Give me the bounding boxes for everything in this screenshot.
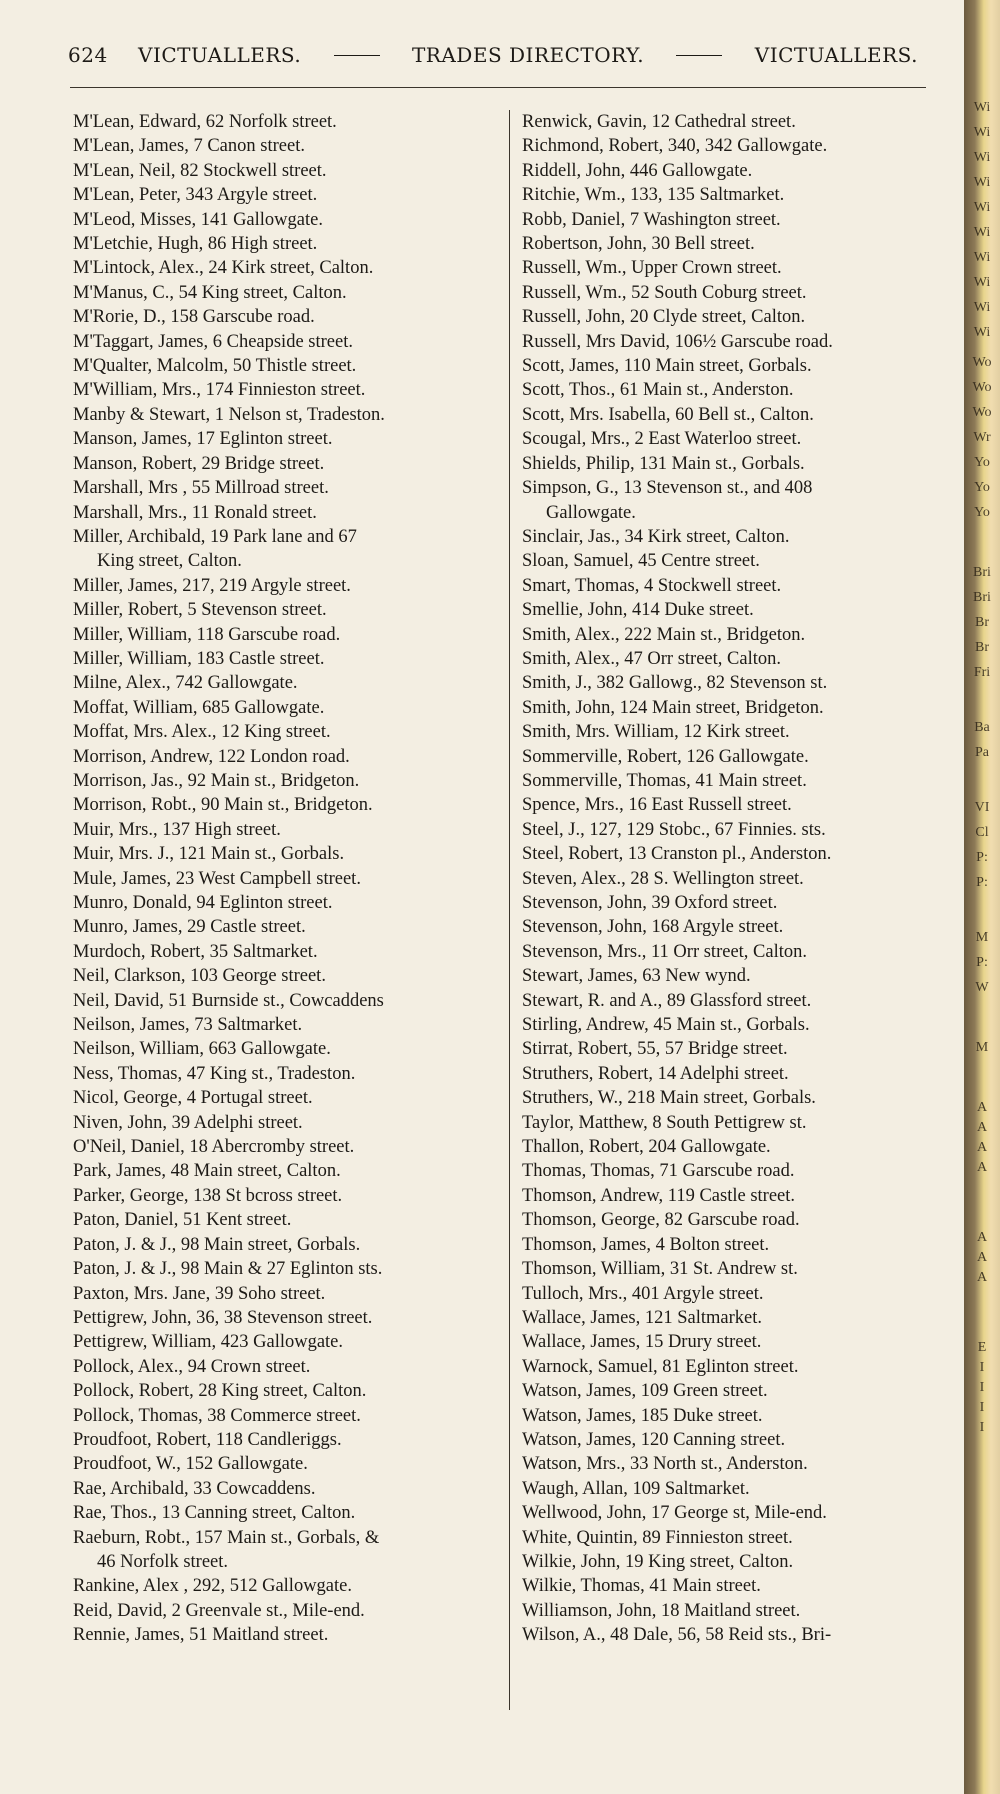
spine-fragment: W [975, 980, 989, 995]
directory-entry: Paton, J. & J., 98 Main & 27 Eglinton sts. [73, 1259, 383, 1280]
spine-fragment: Cl [975, 825, 989, 840]
spine-fragment: I [979, 1400, 985, 1415]
header-dash-right [676, 55, 722, 56]
directory-entry: Paxton, Mrs. Jane, 39 Soho street. [73, 1283, 326, 1304]
spine-fragment: P: [976, 955, 988, 970]
directory-entry: M'Letchie, Hugh, 86 High street. [73, 234, 318, 255]
directory-entry: Scott, James, 110 Main street, Gorbals. [522, 356, 812, 377]
spine-fragment: Wo [972, 405, 992, 420]
spine-fragment: Wi [973, 325, 991, 340]
spine-fragment: A [976, 1270, 988, 1285]
spine-fragment: A [976, 1160, 988, 1175]
directory-entry: White, Quintin, 89 Finnieston street. [522, 1527, 793, 1548]
spine-fragment: M [975, 1040, 989, 1055]
directory-entry: Reid, David, 2 Greenvale st., Mile-end. [73, 1600, 365, 1621]
directory-entry: Pollock, Thomas, 38 Commerce street. [73, 1405, 361, 1426]
directory-entry: Raeburn, Robt., 157 Main st., Gorbals, & [73, 1527, 380, 1548]
directory-entry: Proudfoot, W., 152 Gallowgate. [73, 1454, 308, 1475]
header-dash-left [334, 55, 380, 56]
spine-fragment: VI [974, 800, 990, 815]
directory-entry: Mule, James, 23 West Campbell street. [73, 868, 361, 889]
directory-entry: Pettigrew, William, 423 Gallowgate. [73, 1332, 344, 1353]
spine-fragment: A [976, 1120, 988, 1135]
spine-fragment: Wi [973, 300, 991, 315]
left-column [73, 110, 503, 1648]
directory-entry: Rennie, James, 51 Maitland street. [73, 1625, 329, 1646]
spine-fragment: Wo [972, 380, 992, 395]
spine-fragment: Ba [974, 720, 990, 735]
directory-entry: Pollock, Alex., 94 Crown street. [73, 1356, 311, 1377]
spine-fragment: A [976, 1250, 988, 1265]
directory-entry: Watson, James, 185 Duke street. [522, 1405, 763, 1426]
directory-entry: Munro, James, 29 Castle street. [73, 917, 306, 938]
directory-entry: Warnock, Samuel, 81 Eglinton street. [522, 1356, 799, 1377]
directory-entry: Wilkie, John, 19 King street, Calton. [522, 1551, 794, 1572]
directory-entry: Stevenson, John, 39 Oxford street. [522, 893, 778, 913]
directory-entry: Nicol, George, 4 Portugal street. [73, 1088, 313, 1109]
directory-entry: M'Leod, Misses, 141 Gallowgate. [73, 209, 323, 230]
directory-entry: Smart, Thomas, 4 Stockwell street. [522, 575, 782, 596]
directory-entry: Sinclair, Jas., 34 Kirk street, Calton. [522, 526, 790, 547]
directory-entry: Miller, William, 183 Castle street. [73, 648, 325, 669]
spine-fragment: Yo [974, 480, 990, 495]
spine-fragment: Bri [973, 590, 991, 605]
directory-entry: Smith, Alex., 222 Main st., Bridgeton. [522, 624, 806, 645]
spine-fragment: E [977, 1340, 987, 1355]
directory-entry: Milne, Alex., 742 Gallowgate. [73, 673, 298, 694]
spine-fragment: Wo [972, 355, 992, 370]
directory-entry: Rankine, Alex , 292, 512 Gallowgate. [73, 1576, 352, 1597]
directory-entry: Manby & Stewart, 1 Nelson st, Tradeston. [73, 404, 385, 425]
directory-entry: Moffat, William, 685 Gallowgate. [73, 697, 325, 718]
directory-entry: M'Lintock, Alex., 24 Kirk street, Calton. [73, 258, 374, 279]
directory-entry: Niven, John, 39 Adelphi street. [73, 1112, 303, 1133]
spine-fragment: Wi [973, 175, 991, 190]
spine-fragment: M [975, 930, 989, 945]
directory-entry: Miller, Archibald, 19 Park lane and 67 [73, 526, 357, 547]
directory-entry: Smith, J., 382 Gallowg., 82 Stevenson st. [522, 673, 828, 694]
directory-entry: Williamson, John, 18 Maitland street. [522, 1600, 801, 1621]
header-center-title: TRADES DIRECTORY. [411, 43, 645, 67]
directory-entry: Russell, Wm., Upper Crown street. [522, 258, 782, 279]
directory-entry: M'Lean, Peter, 343 Argyle street. [73, 185, 318, 206]
directory-entry: Munro, Donald, 94 Eglinton street. [73, 893, 333, 913]
directory-entry: Wilkie, Thomas, 41 Main street. [522, 1576, 761, 1597]
directory-entry: Miller, Robert, 5 Stevenson street. [73, 600, 327, 621]
directory-entry: Paton, J. & J., 98 Main street, Gorbals. [73, 1234, 361, 1255]
directory-entry: Sommerville, Robert, 126 Gallowgate. [522, 746, 809, 767]
directory-entry: 46 Norfolk street. [97, 1551, 229, 1572]
directory-entry: Stewart, James, 63 New wynd. [522, 966, 751, 987]
directory-entry: M'Lean, James, 7 Canon street. [73, 136, 305, 157]
directory-entry: Tulloch, Mrs., 401 Argyle street. [522, 1283, 764, 1304]
directory-entry: Stirrat, Robert, 55, 57 Bridge street. [522, 1039, 788, 1060]
directory-entry: Rae, Thos., 13 Canning street, Calton. [73, 1503, 356, 1524]
page-header [68, 40, 918, 70]
directory-entry: Proudfoot, Robert, 118 Candleriggs. [73, 1429, 342, 1450]
directory-entry: Rae, Archibald, 33 Cowcaddens. [73, 1478, 316, 1499]
directory-entry: Thomson, James, 4 Bolton street. [522, 1234, 770, 1255]
spine-fragment: A [976, 1140, 988, 1155]
spine-fragment: Fri [973, 665, 991, 680]
directory-entry: Watson, James, 109 Green street. [522, 1381, 768, 1402]
spine-fragment: Wr [973, 430, 991, 445]
directory-entry: Stirling, Andrew, 45 Main st., Gorbals. [522, 1015, 810, 1036]
directory-entry: Wilson, A., 48 Dale, 56, 58 Reid sts., Bri- [522, 1625, 832, 1646]
directory-entry: Smith, Mrs. William, 12 Kirk street. [522, 722, 790, 743]
directory-entry: M'William, Mrs., 174 Finnieston street. [73, 380, 366, 401]
directory-entry: Shields, Philip, 131 Main st., Gorbals. [522, 453, 805, 474]
spine-fragment: Pa [975, 745, 989, 760]
spine-fragment: P: [976, 875, 988, 890]
directory-entry: Morrison, Robt., 90 Main st., Bridgeton. [73, 795, 373, 816]
directory-entry: Muir, Mrs. J., 121 Main st., Gorbals. [73, 844, 345, 865]
right-column [522, 110, 942, 1648]
directory-entry: M'Lean, Neil, 82 Stockwell street. [73, 160, 327, 181]
directory-entry: Simpson, G., 13 Stevenson st., and 408 [522, 478, 813, 499]
directory-entry: Ritchie, Wm., 133, 135 Saltmarket. [522, 185, 785, 206]
spine-fragment: I [979, 1380, 985, 1395]
directory-entry: Neil, Clarkson, 103 George street. [73, 966, 326, 987]
directory-entry: Robertson, John, 30 Bell street. [522, 234, 755, 255]
directory-entry: Gallowgate. [546, 502, 636, 523]
directory-entry: Robb, Daniel, 7 Washington street. [522, 209, 781, 230]
directory-entry: Pollock, Robert, 28 King street, Calton. [73, 1381, 367, 1402]
directory-entry: Neilson, William, 663 Gallowgate. [73, 1039, 331, 1060]
directory-entry: Taylor, Matthew, 8 South Pettigrew st. [522, 1112, 807, 1133]
spine-fragment: Wi [973, 250, 991, 265]
directory-entry: Richmond, Robert, 340, 342 Gallowgate. [522, 136, 828, 157]
directory-entry: Thomson, Andrew, 119 Castle street. [522, 1185, 796, 1206]
spine-fragment: Bri [973, 565, 991, 580]
spine-fragment: A [976, 1230, 988, 1245]
spine-fragment: Wi [973, 100, 991, 115]
spine-fragment: P: [976, 850, 988, 865]
spine-fragment: Wi [973, 200, 991, 215]
spine-fragment: Wi [973, 125, 991, 140]
directory-entry: Watson, Mrs., 33 North st., Anderston. [522, 1454, 808, 1475]
directory-entry: M'Rorie, D., 158 Garscube road. [73, 307, 315, 328]
directory-entry: Steel, Robert, 13 Cranston pl., Anderston. [522, 844, 832, 865]
spine-fragment: Wi [973, 275, 991, 290]
spine-fragment: Yo [974, 505, 990, 520]
header-left-title: VICTUALLERS. [138, 43, 302, 67]
directory-entry: M'Taggart, James, 6 Cheapside street. [73, 331, 353, 352]
page-number: 624 [68, 43, 108, 67]
spine-fragment: I [979, 1360, 985, 1375]
directory-entry: Stevenson, John, 168 Argyle street. [522, 917, 784, 938]
header-right-title: VICTUALLERS. [754, 43, 918, 67]
directory-entry: O'Neil, Daniel, 18 Abercromby street. [73, 1137, 355, 1158]
directory-entry: Pettigrew, John, 36, 38 Stevenson street. [73, 1307, 373, 1328]
column-divider [509, 110, 510, 1710]
directory-entry: Steven, Alex., 28 S. Wellington street. [522, 868, 804, 889]
directory-entry: Waugh, Allan, 109 Saltmarket. [522, 1478, 750, 1499]
directory-entry: Scott, Mrs. Isabella, 60 Bell st., Calton. [522, 404, 814, 425]
directory-entry: Wallace, James, 15 Drury street. [522, 1332, 762, 1353]
directory-entry: Wallace, James, 121 Saltmarket. [522, 1307, 762, 1328]
directory-entry: Struthers, W., 218 Main street, Gorbals. [522, 1088, 816, 1109]
directory-entry: Murdoch, Robert, 35 Saltmarket. [73, 941, 318, 962]
directory-entry: Spence, Mrs., 16 East Russell street. [522, 795, 792, 816]
directory-entry: M'Lean, Edward, 62 Norfolk street. [73, 112, 337, 132]
directory-entry: Smellie, John, 414 Duke street. [522, 600, 754, 621]
directory-entry: King street, Calton. [97, 551, 242, 572]
directory-entry: Neilson, James, 73 Saltmarket. [73, 1015, 303, 1036]
directory-entry: Park, James, 48 Main street, Calton. [73, 1161, 341, 1182]
directory-entry: Neil, David, 51 Burnside st., Cowcaddens [73, 990, 384, 1011]
directory-entry: Russell, John, 20 Clyde street, Calton. [522, 307, 806, 328]
directory-entry: Stewart, R. and A., 89 Glassford street. [522, 990, 812, 1011]
spine-fragment: I [979, 1420, 985, 1435]
spine-fragment: Br [975, 640, 989, 655]
directory-entry: Muir, Mrs., 137 High street. [73, 819, 281, 840]
directory-entry: M'Qualter, Malcolm, 50 Thistle street. [73, 356, 357, 377]
directory-entry: Manson, James, 17 Eglinton street. [73, 429, 333, 450]
directory-entry: Thomson, William, 31 St. Andrew st. [522, 1259, 798, 1280]
directory-entry: Parker, George, 138 St bcross street. [73, 1185, 343, 1206]
spine-fragment: Yo [974, 455, 990, 470]
directory-entry: Morrison, Andrew, 122 London road. [73, 746, 350, 767]
directory-entry: Marshall, Mrs , 55 Millroad street. [73, 478, 329, 499]
directory-entry: Smith, Alex., 47 Orr street, Calton. [522, 648, 781, 669]
spine-fragment: Wi [973, 225, 991, 240]
directory-entry: Thallon, Robert, 204 Gallowgate. [522, 1137, 771, 1158]
directory-entry: Ness, Thomas, 47 King st., Tradeston. [73, 1063, 356, 1084]
directory-entry: Morrison, Jas., 92 Main st., Bridgeton. [73, 770, 360, 791]
header-rule [70, 87, 926, 88]
directory-entry: Moffat, Mrs. Alex., 12 King street. [73, 722, 331, 743]
directory-entry: Watson, James, 120 Canning street. [522, 1429, 786, 1450]
directory-entry: Renwick, Gavin, 12 Cathedral street. [522, 112, 796, 132]
directory-entry: Sloan, Samuel, 45 Centre street. [522, 551, 760, 572]
directory-entry: Stevenson, Mrs., 11 Orr street, Calton. [522, 941, 807, 962]
directory-entry: Manson, Robert, 29 Bridge street. [73, 453, 325, 474]
directory-entry: Miller, James, 217, 219 Argyle street. [73, 575, 351, 596]
directory-entry: M'Manus, C., 54 King street, Calton. [73, 282, 347, 303]
spine-fragment: A [976, 1100, 988, 1115]
directory-entry: Miller, William, 118 Garscube road. [73, 624, 341, 645]
adjacent-page-edge [964, 0, 1000, 1794]
directory-entry: Marshall, Mrs., 11 Ronald street. [73, 502, 317, 523]
spine-fragment: Wi [973, 150, 991, 165]
directory-entry: Scougal, Mrs., 2 East Waterloo street. [522, 429, 802, 450]
directory-entry: Steel, J., 127, 129 Stobc., 67 Finnies. sts. [522, 819, 826, 840]
directory-entry: Struthers, Robert, 14 Adelphi street. [522, 1063, 789, 1084]
directory-entry: Smith, John, 124 Main street, Bridgeton. [522, 697, 824, 718]
directory-entry: Thomson, George, 82 Garscube road. [522, 1210, 800, 1231]
directory-entry: Riddell, John, 446 Gallowgate. [522, 160, 753, 181]
directory-entry: Russell, Mrs David, 106½ Garscube road. [522, 331, 833, 352]
directory-entry: Scott, Thos., 61 Main st., Anderston. [522, 380, 794, 401]
directory-entry: Paton, Daniel, 51 Kent street. [73, 1210, 292, 1231]
spine-fragment: Br [975, 615, 989, 630]
directory-entry: Sommerville, Thomas, 41 Main street. [522, 770, 807, 791]
directory-entry: Thomas, Thomas, 71 Garscube road. [522, 1161, 795, 1182]
directory-entry: Russell, Wm., 52 South Coburg street. [522, 282, 807, 303]
directory-entry: Wellwood, John, 17 George st, Mile-end. [522, 1503, 827, 1524]
